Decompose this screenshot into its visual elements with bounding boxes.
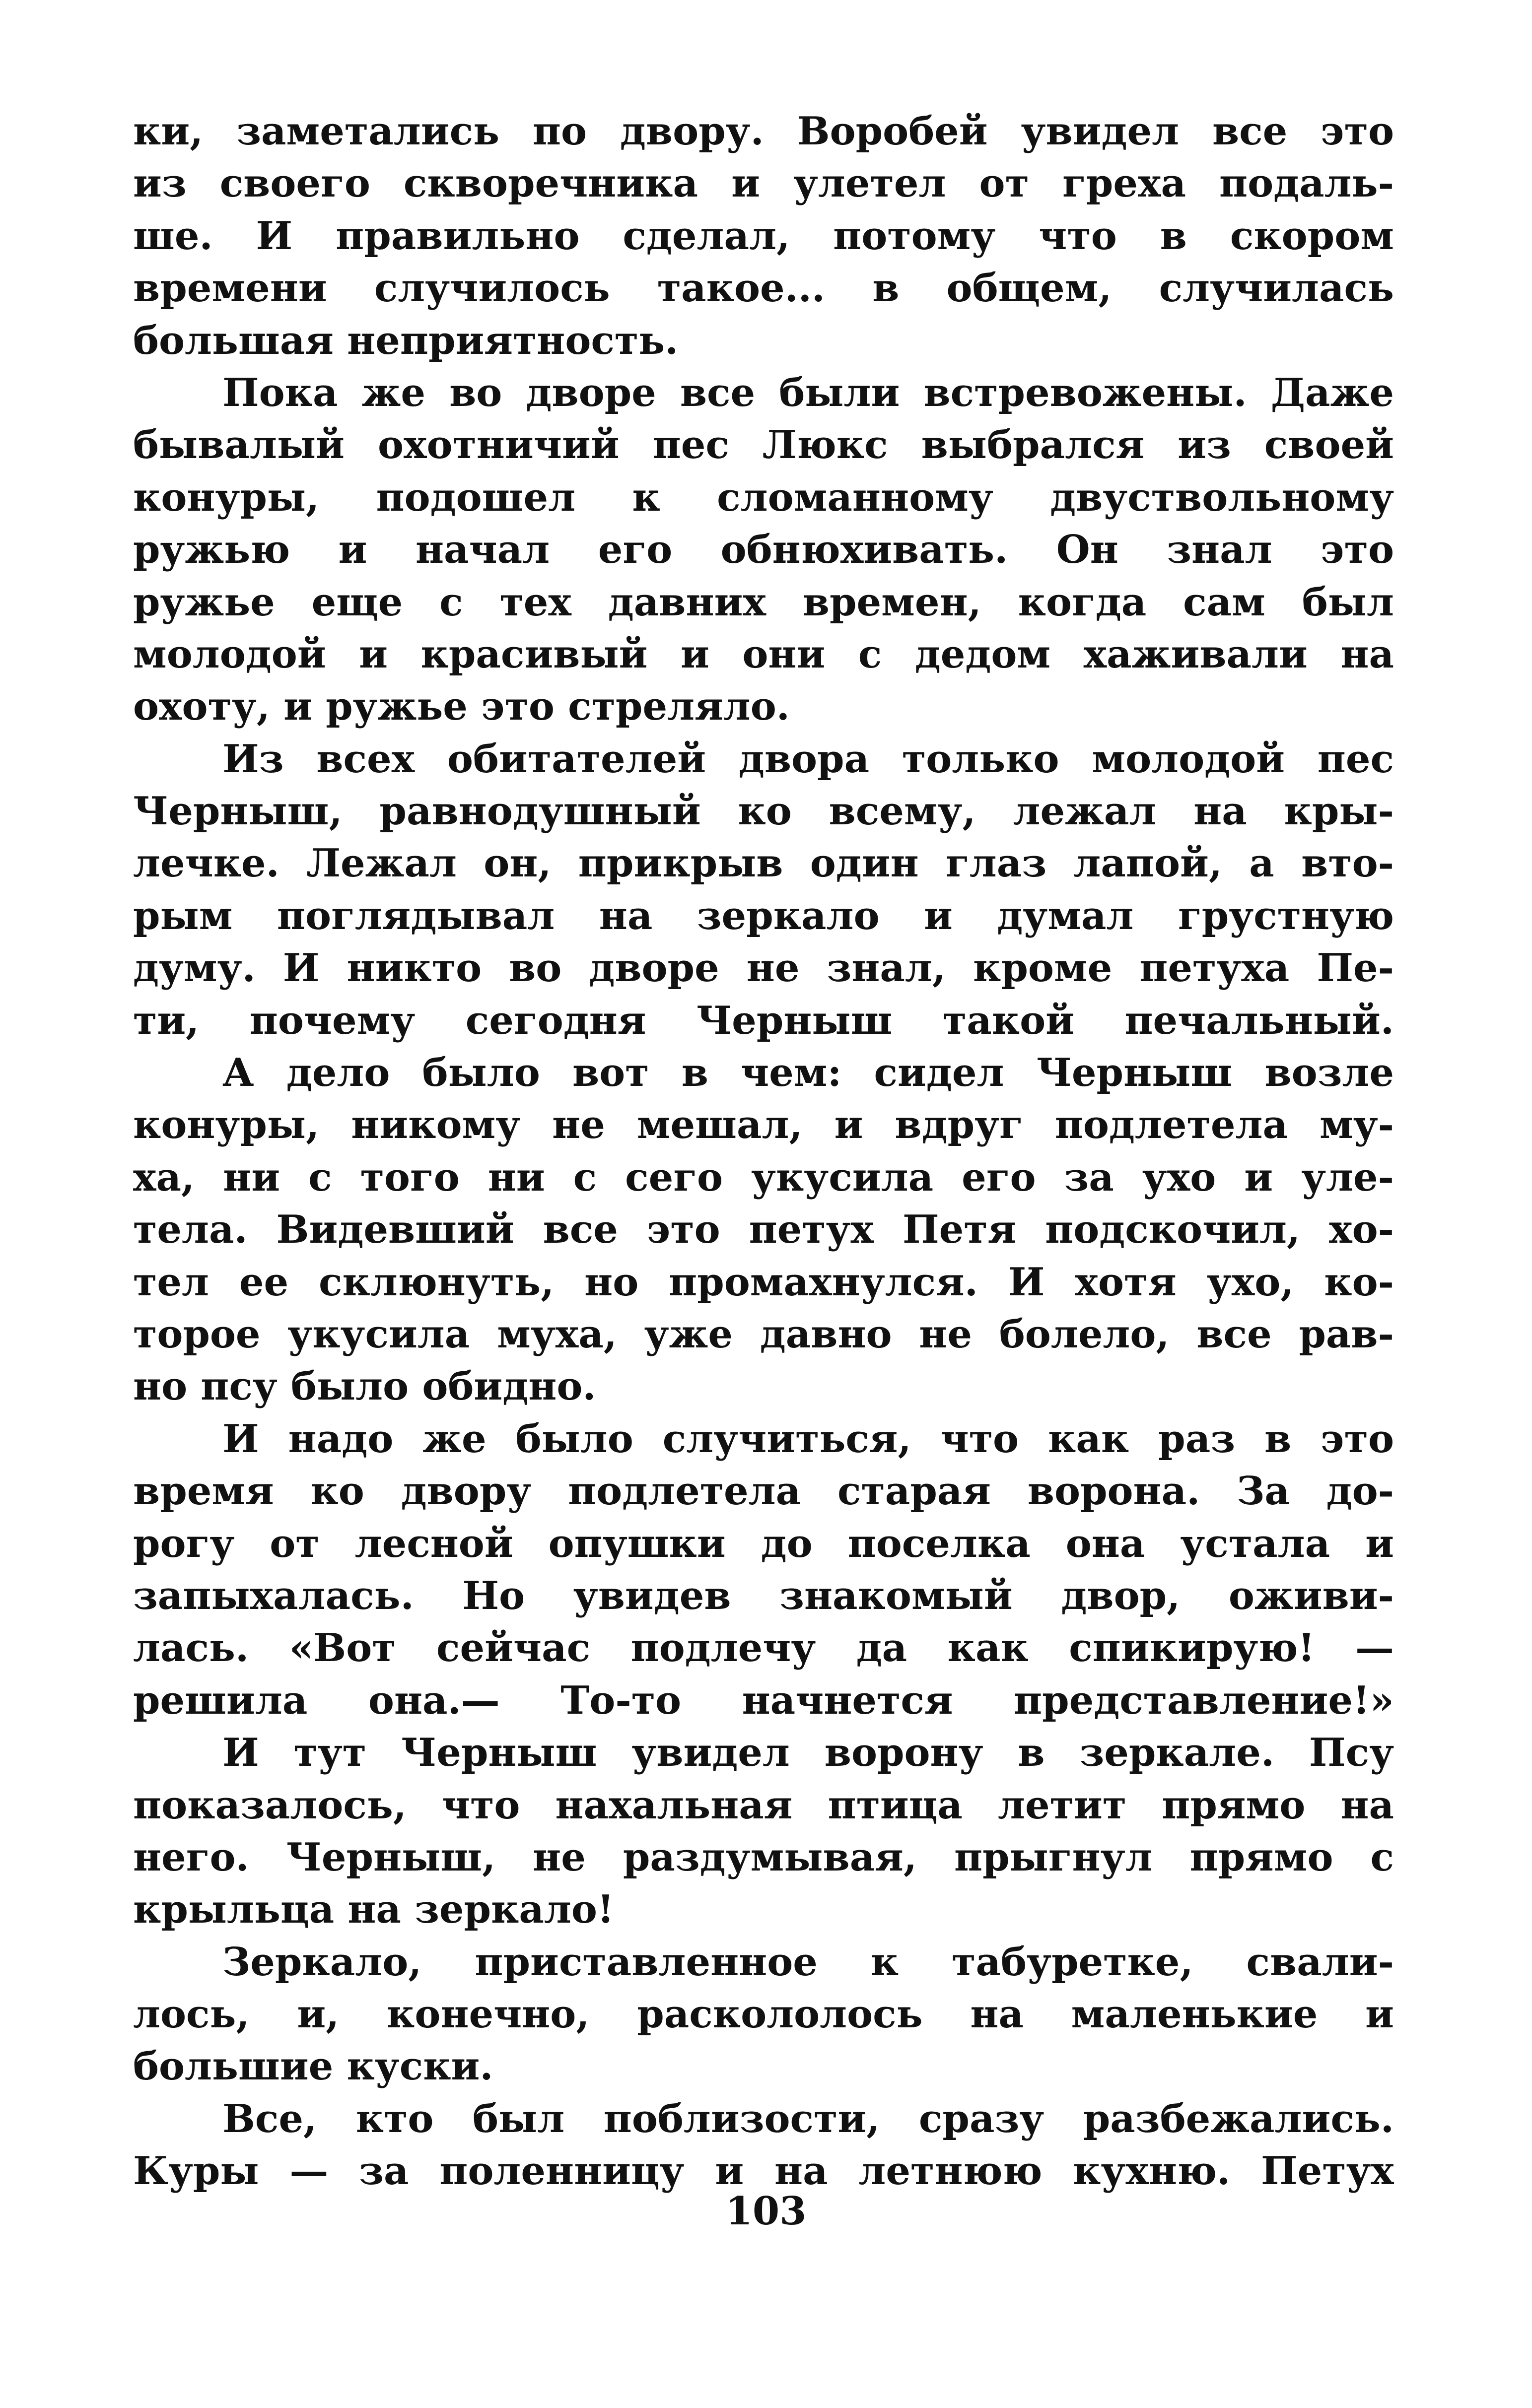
text-line: конуры, никому не мешал, и вдруг подлетела му- [133, 1102, 1394, 1148]
text-line: лось, и, конечно, раскололось на маленькие и [133, 1992, 1394, 2037]
text-line: А дело было вот в чем: сидел Черныш возле [222, 1050, 1394, 1096]
text-line: торое укусила муха, уже давно не болело, все рав- [133, 1311, 1394, 1357]
text-line: ти, почему сегодня Черныш такой печальный. [133, 998, 1394, 1043]
text-line: Куры — за поленницу и на летнюю кухню. Петух [133, 2148, 1394, 2194]
text-line: времени случилось такое... в общем, случилась [133, 266, 1394, 311]
text-line: большие куски. [133, 2044, 493, 2089]
text-line: запыхалась. Но увидев знакомый двор, оживи- [133, 1573, 1394, 1618]
text-line: Черныш, равнодушный ко всему, лежал на кры- [133, 789, 1394, 834]
text-line: из своего скворечника и улетел от греха подаль- [133, 161, 1394, 206]
text-line: большая неприятность. [133, 318, 679, 363]
text-line: тела. Видевший все это петух Петя подскочил, хо- [133, 1207, 1394, 1253]
text-line: И тут Черныш увидел ворону в зеркале. Псу [222, 1730, 1394, 1776]
text-line: ружью и начал его обнюхивать. Он знал это [133, 527, 1394, 573]
text-line: показалось, что нахальная птица летит прямо на [133, 1782, 1394, 1828]
text-line: Зеркало, приставленное к табуретке, свали- [222, 1939, 1394, 1985]
text-line: ки, заметались по двору. Воробей увидел все это [133, 109, 1394, 154]
text-line: него. Черныш, не раздумывая, прыгнул прямо с [133, 1834, 1394, 1880]
page-number: 103 [725, 2189, 807, 2234]
text-line: Из всех обитателей двора только молодой пес [222, 736, 1394, 782]
text-line: время ко двору подлетела старая ворона. За до- [133, 1469, 1394, 1514]
text-line: лась. «Вот сейчас подлечу да как спикирую! — [133, 1625, 1394, 1671]
text-line: рогу от лесной опушки до поселка она устала и [133, 1521, 1394, 1566]
text-line: рым поглядывал на зеркало и думал грустную [133, 893, 1394, 938]
text-line: ха, ни с того ни с сего укусила его за ухо и уле- [133, 1154, 1394, 1200]
page-text [133, 105, 1394, 2198]
text-line: решила она.— То-то начнется представление!» [133, 1677, 1394, 1723]
text-line: конуры, подошел к сломанному двуствольному [133, 474, 1394, 520]
text-line: крыльца на зеркало! [133, 1887, 615, 1933]
text-line: ше. И правильно сделал, потому что в скором [133, 213, 1394, 259]
text-line: Пока же во дворе все были встревожены. Даже [222, 370, 1394, 415]
text-line: думу. И никто во дворе не знал, кроме петуха Пе- [133, 945, 1394, 991]
text-line: бывалый охотничий пес Люкс выбрался из своей [133, 422, 1394, 468]
text-line: молодой и красивый и они с дедом хаживали на [133, 631, 1394, 677]
text-line: лечке. Лежал он, прикрыв один глаз лапой, а вто- [133, 841, 1394, 886]
text-line: И надо же было случиться, что как раз в это [222, 1416, 1394, 1462]
text-line: но псу было обидно. [133, 1364, 596, 1409]
text-line: Все, кто был поблизости, сразу разбежались. [222, 2096, 1394, 2141]
text-line: тел ее склюнуть, но промахнулся. И хотя ухо, ко- [133, 1259, 1394, 1305]
text-line: охоту, и ружье это стреляло. [133, 684, 790, 730]
text-line: ружье еще с тех давних времен, когда сам был [133, 579, 1394, 625]
